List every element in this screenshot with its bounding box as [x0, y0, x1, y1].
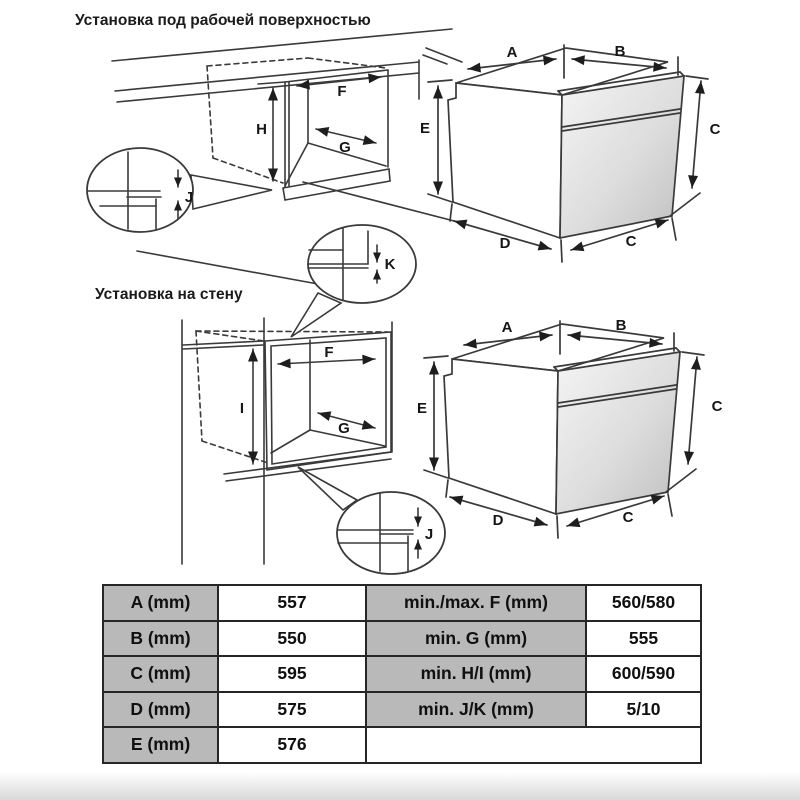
dim-label-C-right: C — [711, 398, 723, 415]
dim-label-C-bottom: C — [622, 509, 634, 526]
dim-label-cell: min./max. F (mm) — [366, 585, 586, 621]
wall-mount-cabinet-diagram — [182, 225, 445, 574]
dim-label-D: D — [492, 512, 504, 529]
dim-label-C-bottom: C — [625, 233, 637, 250]
dim-label-cell: min. G (mm) — [366, 621, 586, 657]
dimensions-table — [102, 584, 702, 764]
dim-label-cell: C (mm) — [103, 656, 218, 692]
dim-label-E: E — [416, 400, 428, 417]
dim-label-C-right: C — [709, 121, 721, 138]
table-row — [103, 727, 701, 763]
detail-callout-J-under-counter — [87, 148, 272, 232]
dim-label-cell: min. J/K (mm) — [366, 692, 586, 728]
dim-label-B: B — [614, 43, 626, 60]
dim-label-D: D — [499, 235, 511, 252]
dim-label-J: J — [424, 526, 434, 543]
dim-value-cell: 560/580 — [586, 585, 701, 621]
table-row — [103, 692, 701, 728]
dim-label-B: B — [615, 317, 627, 334]
cabinet-dashed-outline — [196, 331, 388, 463]
dim-label-J: J — [184, 189, 194, 206]
dim-label-A: A — [506, 44, 518, 61]
niche-frame — [258, 70, 388, 187]
worktop-lines — [112, 29, 462, 102]
dim-label-cell: B (mm) — [103, 621, 218, 657]
dim-value-cell: 555 — [586, 621, 701, 657]
dim-label-E: E — [419, 120, 431, 137]
dim-value-cell: 595 — [218, 656, 366, 692]
table-row — [103, 621, 701, 657]
detail-callout-J-wall-mount — [298, 467, 445, 574]
dim-label-K: K — [384, 256, 396, 273]
dim-label-H: H — [256, 121, 267, 138]
dim-value-cell: 5/10 — [586, 692, 701, 728]
dim-label-G: G — [339, 139, 351, 156]
dim-label-cell: A (mm) — [103, 585, 218, 621]
table-row — [103, 656, 701, 692]
detail-callout-K-wall-mount — [291, 225, 416, 337]
dim-value-cell: 557 — [218, 585, 366, 621]
dim-value-cell: 600/590 — [586, 656, 701, 692]
dim-value-cell: 550 — [218, 621, 366, 657]
dim-value-cell: 576 — [218, 727, 366, 763]
dim-value-cell: 575 — [218, 692, 366, 728]
page-bottom-shade — [0, 772, 800, 800]
wall-mount-oven-diagram — [417, 317, 723, 538]
dim-label-G: G — [338, 420, 350, 437]
section-title-wall-mount: Установка на стену — [95, 286, 243, 303]
dim-label-A: A — [501, 319, 513, 336]
table-row — [103, 585, 701, 621]
under-counter-oven-diagram — [420, 43, 721, 262]
dim-label-F: F — [324, 344, 334, 361]
dim-label-I: I — [239, 400, 244, 417]
plinth — [283, 169, 390, 200]
dim-label-F: F — [337, 83, 347, 100]
dim-label-cell: D (mm) — [103, 692, 218, 728]
section-title-under-counter: Установка под рабочей поверхностью — [75, 12, 371, 29]
dim-label-cell: min. H/I (mm) — [366, 656, 586, 692]
dim-label-cell: E (mm) — [103, 727, 218, 763]
empty-merged-cell — [366, 727, 701, 763]
